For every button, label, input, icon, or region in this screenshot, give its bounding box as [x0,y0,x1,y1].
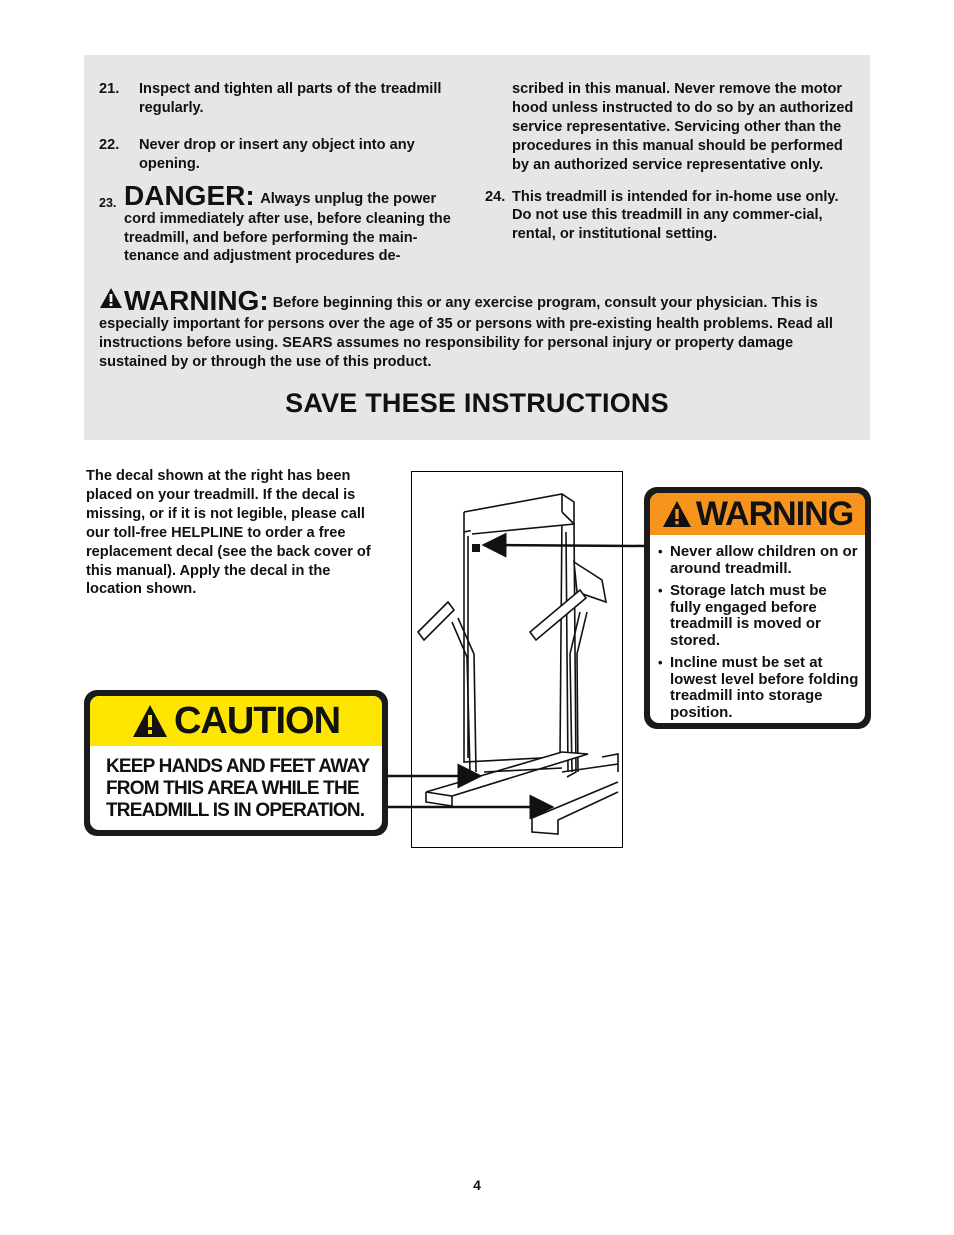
exclamation-triangle-icon [662,500,692,528]
caution-decal [84,690,388,836]
warning-decal-title: WARNING [695,494,854,533]
caution-decal-body: KEEP HANDS AND FEET AWAY FROM THIS AREA WHILE THE TREADMILL IS IN OPERATION. [106,756,370,821]
warning-decal-bullet: • Never allow children on or around treadmill. [658,543,858,577]
decal-description: The decal shown at the right has been placed on your treadmill. If the decal is missing, or if it is not legible, please call our toll-free HELPLINE to order a free replacement decal (see the back cover of this manual). Apply the decal in the location shown. [86,468,371,598]
page-number: 4 [473,1177,481,1193]
exclamation-triangle-icon [132,704,168,738]
warning-decal [644,487,871,729]
warning-decal-bullet: • Incline must be set at lowest level before folding treadmill into storage position. [658,654,859,721]
instruction-23-continued: scribed in this manual. Never remove the motor hood unless instructed to do so by an authorized service representative. Servicing other than the procedures in this manual should be performed by an authorized service representative only. [512,81,854,173]
instruction-23: 23. DANGER: Always unplug the power cord immediately after use, before cleaning the treadmill, and before performing the main-tenance and adjustment procedures de- [99,179,451,265]
caution-decal-title: CAUTION [173,699,341,742]
danger-heading: DANGER: [124,179,255,211]
warning-paragraph: WARNING: Before beginning this or any exercise program, consult your physician. This is especially important for persons over the age of 35 or persons with pre-existing health problems. Read all instructions before using. SEARS assumes no responsibility for personal injury or property damage sustained by or through the use of this product. [99,285,833,370]
instruction-22: 22. Never drop or insert any object into any opening. [99,136,415,172]
warning-decal-list [650,535,865,721]
warning-decal-arrow [484,545,646,546]
save-instructions-title: SAVE THESE INSTRUCTIONS [285,388,669,418]
warning-decal-bullet: • Storage latch must be fully engaged before treadmill is moved or stored. [658,582,827,649]
caution-decal-header [90,696,382,746]
instruction-24: 24. This treadmill is intended for in-home use only. Do not use this treadmill in any commer-cial, rental, or institutional setting. [485,188,839,243]
warning-decal-header [650,493,865,535]
instruction-21: 21. Inspect and tighten all parts of the treadmill regularly. [99,81,442,116]
warning-heading: WARNING: [124,285,269,316]
